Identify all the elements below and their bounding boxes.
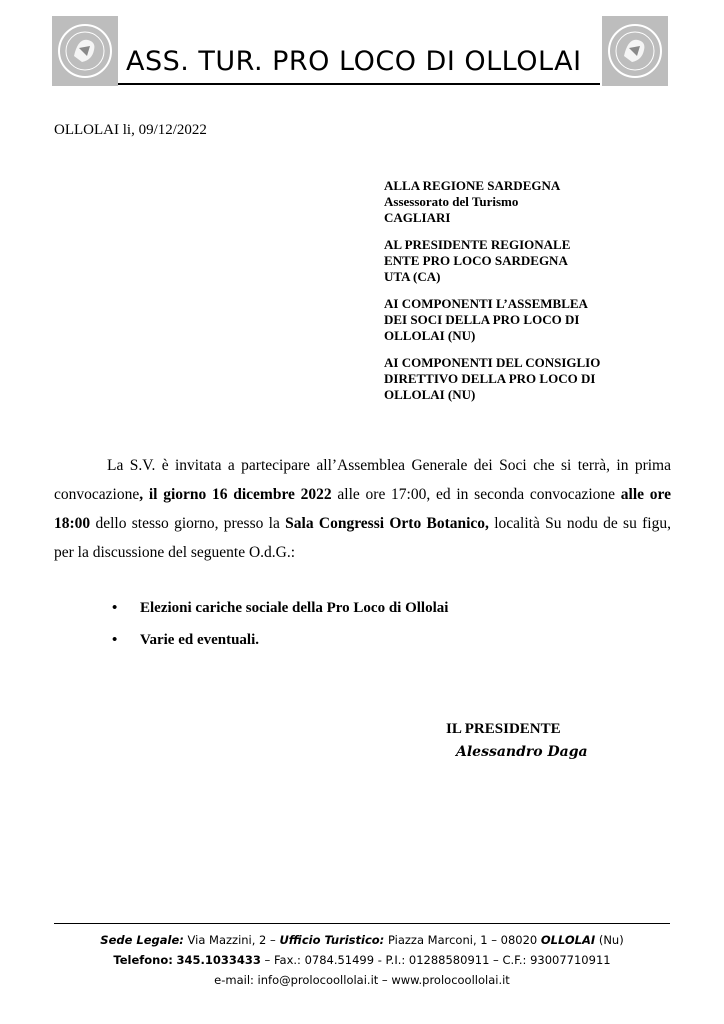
date-line: OLLOLAI li, 09/12/2022 [54, 122, 207, 138]
footer-text: Piazza Marconi, 1 – 08020 [384, 933, 541, 947]
recipient-group [384, 178, 600, 226]
footer-label: Telefono: [113, 953, 173, 967]
second-call-time: alle ore 18:00 [54, 486, 671, 532]
recipient-group [384, 355, 600, 403]
recipient-group [384, 237, 600, 285]
pro-loco-logo-left [52, 16, 118, 86]
footer-label: Ufficio Turistico: [279, 933, 385, 947]
footer-contact-line [54, 950, 670, 970]
recipients-block [384, 178, 600, 414]
meeting-venue: Sala Congressi Orto Botanico, [285, 515, 489, 532]
recipient-line: CAGLIARI [384, 210, 451, 225]
page-title: ASS. TUR. PRO LOCO DI OLLOLAI [126, 46, 582, 77]
footer [54, 930, 670, 990]
header-divider [118, 83, 600, 85]
signature-name: Alessandro Daga [456, 744, 588, 760]
footer-town: OLLOLAI [540, 933, 596, 947]
footer-phone: 345.1033433 [176, 953, 261, 967]
invitation-paragraph [54, 451, 671, 567]
footer-text: – Fax.: 0784.51499 - P.I.: 01288580911 – C.F.: 93007710911 [260, 953, 611, 967]
recipient-line: OLLOLAI (NU) [384, 387, 476, 402]
bullet-icon: • [112, 632, 118, 648]
list-item [112, 632, 448, 664]
agenda-item-text: Varie ed eventuali. [140, 632, 260, 648]
recipient-line: ALLA REGIONE SARDEGNA [384, 178, 561, 193]
footer-text: (Nu) [595, 933, 624, 947]
recipient-line: DEI SOCI DELLA PRO LOCO DI [384, 312, 580, 327]
list-item [112, 600, 448, 632]
recipient-line: AL PRESIDENTE REGIONALE [384, 237, 571, 252]
meeting-date: , il giorno 16 dicembre 2022 [139, 486, 332, 503]
recipient-group [384, 296, 600, 344]
body-text-run: La S.V. è invitata a partecipare all’Assemblea Generale dei Soci che si terrà, in prima convocazione [54, 457, 671, 503]
bullet-icon: • [112, 600, 118, 616]
recipient-line: AI COMPONENTI L’ASSEMBLEA [384, 296, 588, 311]
recipient-line: Assessorato del Turismo [384, 194, 519, 209]
recipient-line: UTA (CA) [384, 269, 441, 284]
signature-title: IL PRESIDENTE [446, 721, 561, 737]
footer-divider [54, 923, 670, 924]
recipient-line: DIRETTIVO DELLA PRO LOCO DI [384, 371, 596, 386]
footer-label: Sede Legale: [100, 933, 184, 947]
body-text-run: località Su nodu de su figu, per la discussione del seguente O.d.G.: [54, 515, 671, 561]
recipient-line: AI COMPONENTI DEL CONSIGLIO [384, 355, 601, 370]
pro-loco-logo-right [602, 16, 668, 86]
body-text-run: alle ore 17:00, ed in seconda convocazione [331, 486, 621, 503]
footer-address-line [54, 930, 670, 950]
recipient-line: OLLOLAI (NU) [384, 328, 476, 343]
agenda-item-text: Elezioni cariche sociale della Pro Loco di Ollolai [140, 600, 449, 616]
body-text-run: dello stesso giorno, presso la [90, 515, 286, 532]
footer-text: Via Mazzini, 2 – [183, 933, 280, 947]
agenda-list [112, 600, 448, 664]
footer-web-line: e-mail: info@prolocoollolai.it – www.prolocoollolai.it [214, 973, 510, 987]
recipient-line: ENTE PRO LOCO SARDEGNA [384, 253, 568, 268]
